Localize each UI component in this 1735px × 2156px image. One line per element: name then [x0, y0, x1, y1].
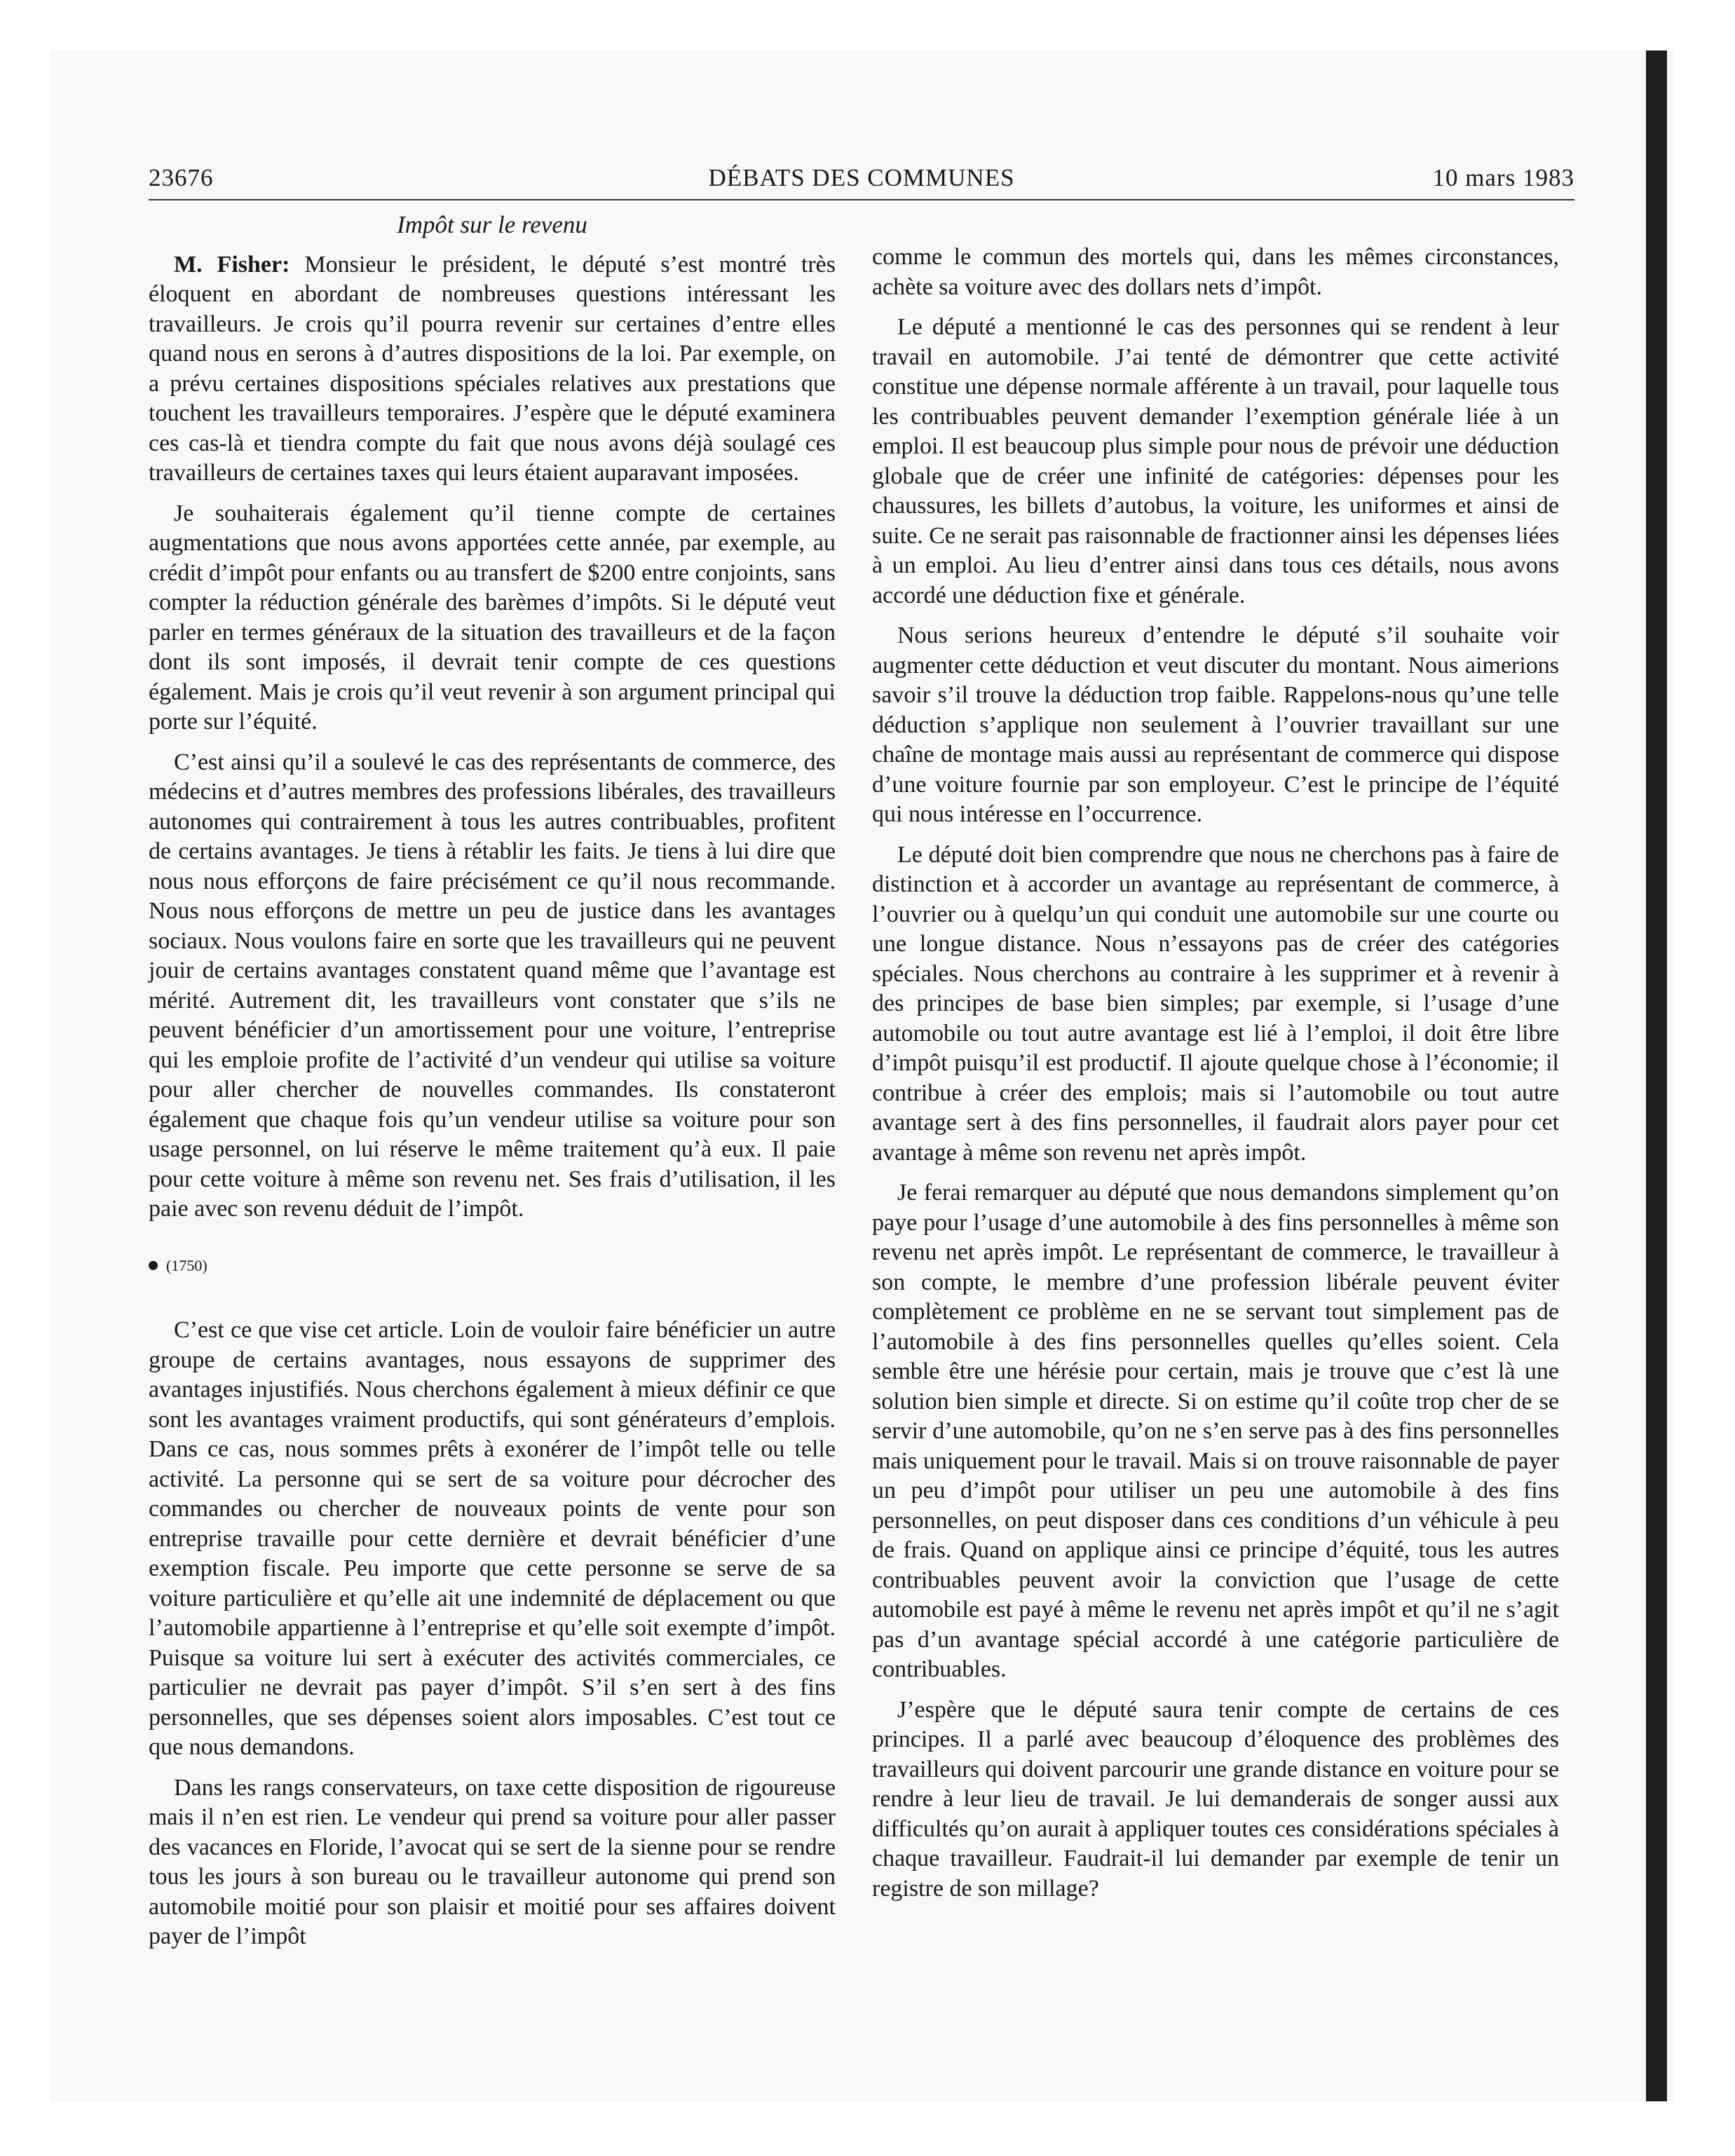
paragraph: Je souhaiterais également qu’il tienne compte de certaines augmentations que nous avons apportées cette année, par exemple, au crédit d’impôt pour enfants ou au transfert de $200 entre conjoints, sans compter la réduction générale des barèmes d’impôts. Si le député veut parler en termes généraux de la situation des travailleurs et de la façon dont ils sont imposés, il devrait tenir compte de ces questions également. Mais je crois qu’il veut revenir à son argument principal qui porte sur l’équité. [149, 500, 836, 735]
time-marker-text: (1750) [166, 1256, 207, 1274]
paragraph [149, 250, 836, 489]
paragraph: C’est ainsi qu’il a soulevé le cas des représentants de commerce, des médecins et d’autres membres des professions libérales, des travailleurs autonomes qui contrairement à tous les autres contribuables, profitent de certains avantages. Je tiens à rétablir les faits. Je tiens à lui dire que nous nous efforçons de faire précisément ce qu’il nous recommande. Nous nous efforçons de mettre un peu de justice dans les avantages sociaux. Nous voulons faire en sorte que les travailleurs qui ne peuvent jouir de certains avantages constatent quand même que l’avantage est mérité. Autrement dit, les travailleurs vont constater que s’ils ne peuvent bénéficier d’un amortissement pour une voiture, l’entreprise qui les emploie profite de l’activité d’un vendeur qui utilise sa voiture pour aller chercher de nouvelles commandes. Ils constateront également que chaque fois qu’un vendeur utilise sa voiture pour son usage personnel, on lui réserve le même traitement qu’à eux. Il paie pour cette voiture à même son revenu net. Ses frais d’utilisation, il les paie avec son revenu déduit de l’impôt. [149, 749, 836, 1222]
paragraph: Je ferai remarquer au député que nous demandons simplement qu’on paye pour l’usage d’une automobile à des fins personnelles à même son revenu net après impôt. Le représentant de commerce, le travailleur à son compte, le membre d’une profession libérale peuvent éviter complètement ce problème en ne se servant tout simplement pas de l’automobile à des fins personnelles quelles qu’elles soient. Cela semble être une hérésie pour certain, mais je trouve que c’est là une solution bien simple et directe. Si on estime qu’il coûte trop cher de se servir d’une automobile, qu’on ne s’en serve pas à des fins personnelles mais uniquement pour le travail. Mais si on trouve raisonnable de payer un peu d’impôt pour utiliser un peu une automobile à des fins personnelles, on peut disposer dans ces conditions d’un véhicule à peu de frais. Quand on applique ainsi ce principe d’équité, tous les autres contribuables peuvent avoir la conviction que l’usage de cette automobile est payé à même le revenu net après impôt et qu’il ne s’agit pas d’un avantage spécial accordé à une catégorie particulière de contribuables. [872, 1180, 1559, 1682]
paragraph: C’est ce que vise cet article. Loin de vouloir faire bénéficier un autre groupe de certains avantages, nous essayons de supprimer des avantages injustifiés. Nous cherchons également à mieux définir ce que sont les avantages vraiment productifs, qui sont générateurs d’emplois. Dans ce cas, nous sommes prêts à exonérer de l’impôt telle ou telle activité. La personne qui se sert de sa voiture pour décrocher des commandes ou chercher de nouveaux points de vente pour son entreprise travaille pour cette dernière et devrait bénéficier d’une exemption fiscale. Peu importe que cette personne se serve de sa voiture particulière et qu’elle ait une indemnité de déplacement ou que l’automobile appartienne à l’entreprise et qu’elle soit exempte d’impôt. Puisque sa voiture lui sert à exécuter des activités commerciales, ce particulier ne devrait pas payer d’impôt. S’il s’en sert à des fins personnelles, que ses dépenses soient alors imposables. C’est tout ce que nous demandons. [149, 1317, 836, 1760]
page-date: 10 mars 1983 [1432, 164, 1574, 191]
paragraph: J’espère que le député saura tenir compte de certains de ces principes. Il a parlé avec beaucoup d’éloquence des problèmes des travailleurs qui doivent parcourir une grande distance en voiture pour se rendre à leur lieu de travail. Je lui demanderais de songer aussi aux difficultés qu’on aurait à appliquer toutes ces considérations spéciales à chaque travailleur. Faudrait-il lui demander par exemple de tenir un registre de son millage? [872, 1696, 1559, 1902]
left-column [149, 210, 836, 1963]
paragraph-text: Monsieur le président, le député s’est montré très éloquent en abordant de nombreuses questions intéressant les travailleurs. Je crois qu’il pourra revenir sur certaines d’entre elles quand nous en serons à d’autres dispositions de la loi. Par exemple, on a prévu certaines dispositions spéciales relatives aux prestations que touchent les travailleurs temporaires. J’espère que le député examinera ces cas-là et tiendra compte du fait que nous avons déjà soulagé ces travailleurs de certaines taxes qui leurs étaient auparavant imposées. [149, 251, 836, 486]
publication-title: DÉBATS DES COMMUNES [708, 164, 1015, 191]
paragraph: Le député doit bien comprendre que nous ne cherchons pas à faire de distinction et à accorder un avantage au représentant de commerce, à l’ouvrier ou à quelqu’un qui conduit une automobile sur une courte ou une longue distance. Nous n’essayons pas de créer des catégories spéciales. Nous cherchons au contraire à les supprimer et à revenir à des principes de base bien simples; par exemple, si l’usage d’une automobile ou tout autre avantage est lié à l’emploi, il doit être libre d’impôt puisqu’il est productif. Il ajoute quelque chose à l’économie; il contribue à créer des emplois; mais si l’automobile ou tout autre avantage sert à des fins personnelles, il faudrait alors payer pour cet avantage à même son revenu net après impôt. [872, 841, 1559, 1166]
page-header [149, 161, 1574, 200]
paragraph: Dans les rangs conservateurs, on taxe cette disposition de rigoureuse mais il n’en est rien. Le vendeur qui prend sa voiture pour aller passer des vacances en Floride, l’avocat qui se sert de la sienne pour se rendre tous les jours à son bureau ou le travailleur autonome qui prend son automobile moitié pour son plaisir et moitié pour ses affaires doivent payer de l’impôt [149, 1774, 836, 1949]
paragraph: Le député a mentionné le cas des personnes qui se rendent à leur travail en automobile. J’ai tenté de démontrer que cette activité constitue une dépense normale afférente à un travail, pour laquelle tous les contribuables peuvent demander l’exemption générale liée à un emploi. Il est beaucoup plus simple pour nous de prévoir une déduction globale que de créer une infinité de catégories: dépenses pour les chaussures, les billets d’autobus, la voiture, les uniformes et ainsi de suite. Ce ne serait pas raisonnable de fractionner ainsi les dépenses liées à un emploi. Au lieu d’entrer ainsi dans tous ces détails, nous avons accordé une déduction fixe et générale. [872, 314, 1559, 608]
paragraph: comme le commun des mortels qui, dans les mêmes circonstances, achète sa voiture avec des dollars nets d’impôt. [872, 244, 1559, 300]
time-marker [149, 1251, 836, 1281]
section-title: Impôt sur le revenu [397, 211, 587, 238]
scan-edge-shadow [1646, 50, 1667, 2101]
page-number: 23676 [149, 164, 214, 191]
paragraph: Nous serions heureux d’entendre le député s’il souhaite voir augmenter cette déduction et veut discuter du montant. Nous aimerions savoir s’il trouve la déduction trop faible. Rappelons-nous qu’une telle déduction s’applique non seulement à l’ouvrier travaillant sur une chaîne de montage mais aussi au représentant de commerce qui dispose d’une voiture fournie par son employeur. C’est le principe de l’équité qui nous intéresse en l’occurrence. [872, 622, 1559, 827]
speaker-name: M. Fisher: [174, 251, 290, 278]
bullet-icon [149, 1261, 158, 1270]
right-column [872, 243, 1559, 1914]
